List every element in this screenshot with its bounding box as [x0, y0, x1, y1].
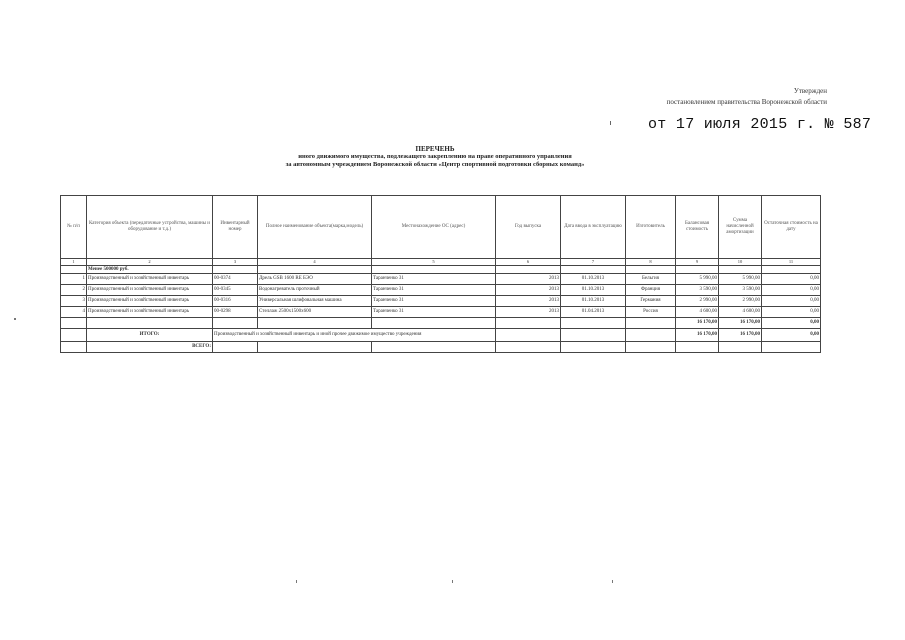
col-header-category: Категория объекта (передаточные устройства, машины и оборудование и т.д.) [87, 196, 213, 259]
row-inventory-number: 00-0374 [213, 274, 258, 285]
document-title [200, 145, 670, 169]
title-institution: за автономным учреждением Воронежской области «Центр спортивной подготовки сборных команд» [285, 161, 585, 168]
row-year: 2013 [496, 274, 561, 285]
row-location: Таранченко 31 [372, 307, 496, 318]
subtotal-residual: 0,00 [762, 318, 821, 329]
row-commission-date: 01.10.2013 [561, 296, 626, 307]
row-category: Производственный и хозяйственный инвентарь [87, 307, 213, 318]
total-balance: 16 170,00 [676, 329, 719, 342]
total-residual: 0,00 [762, 329, 821, 342]
property-register-table [60, 195, 821, 353]
col-header-residual: Остаточная стоимость на дату [762, 196, 821, 259]
group-label: Менее 500000 руб. [87, 266, 213, 274]
col-header-number: № п/п [61, 196, 87, 259]
row-number: 3 [61, 296, 87, 307]
group-row [61, 266, 821, 274]
row-object-name: Универсальная шлифовальная машина [258, 296, 372, 307]
column-number: 6 [496, 259, 561, 266]
col-header-amortization: Сумма начисленной амортизации [719, 196, 762, 259]
col-header-commission-date: Дата ввода в эксплуатацию [561, 196, 626, 259]
column-number-row [61, 259, 821, 266]
table-row [61, 307, 821, 318]
column-number: 4 [258, 259, 372, 266]
row-location: Таранченко 31 [372, 285, 496, 296]
row-balance: 3 590,00 [676, 285, 719, 296]
scan-speck [612, 580, 613, 583]
row-balance: 2 990,00 [676, 296, 719, 307]
row-year: 2013 [496, 285, 561, 296]
scan-mark [610, 121, 611, 125]
row-amortization: 4 600,00 [719, 307, 762, 318]
row-category: Производственный и хозяйственный инвентарь [87, 296, 213, 307]
row-category: Производственный и хозяйственный инвентарь [87, 285, 213, 296]
scan-speck [452, 580, 453, 583]
row-manufacturer: Бельгия [626, 274, 676, 285]
row-amortization: 2 990,00 [719, 296, 762, 307]
grand-total-label: ВСЕГО: [87, 342, 213, 353]
table-row [61, 274, 821, 285]
scan-speck [296, 580, 297, 583]
column-number: 10 [719, 259, 762, 266]
row-amortization: 5 990,00 [719, 274, 762, 285]
col-header-year: Год выпуска [496, 196, 561, 259]
table-row [61, 285, 821, 296]
approval-stamp [667, 86, 827, 108]
title-subject: иного движимого имущества, подлежащего закреплению на праве оперативного управления [298, 153, 572, 160]
row-commission-date: 01.04.2013 [561, 307, 626, 318]
row-balance: 4 600,00 [676, 307, 719, 318]
row-residual: 0,00 [762, 285, 821, 296]
column-number: 5 [372, 259, 496, 266]
row-number: 4 [61, 307, 87, 318]
row-commission-date: 01.10.2013 [561, 285, 626, 296]
subtotal-row [61, 318, 821, 329]
row-balance: 5 990,00 [676, 274, 719, 285]
row-object-name: Дрель GSB 1600 RE БЭО [258, 274, 372, 285]
approved-label: Утвержден [793, 87, 827, 95]
approved-by-decree: постановлением правительства Воронежской области [666, 98, 827, 106]
row-location: Таранченко 31 [372, 274, 496, 285]
row-inventory-number: 00-0345 [213, 285, 258, 296]
title-heading: ПЕРЕЧЕНЬ [415, 145, 455, 153]
column-number: 8 [626, 259, 676, 266]
row-manufacturer: Франция [626, 285, 676, 296]
row-category: Производственный и хозяйственный инвентарь [87, 274, 213, 285]
column-number: 7 [561, 259, 626, 266]
row-object-name: Стеллаж 2500х1500х600 [258, 307, 372, 318]
row-manufacturer: Германия [626, 296, 676, 307]
row-inventory-number: 00-0298 [213, 307, 258, 318]
col-header-inventory: Инвентарный номер [213, 196, 258, 259]
row-commission-date: 01.10.2013 [561, 274, 626, 285]
total-row [61, 329, 821, 342]
column-number: 1 [61, 259, 87, 266]
row-number: 2 [61, 285, 87, 296]
row-residual: 0,00 [762, 296, 821, 307]
scan-speck [14, 318, 16, 320]
col-header-manufacturer: Изготовитель [626, 196, 676, 259]
subtotal-amortization: 16 170,00 [719, 318, 762, 329]
row-residual: 0,00 [762, 307, 821, 318]
decree-date-number: от 17 июля 2015 г. № 587 [648, 116, 872, 133]
table-row [61, 296, 821, 307]
grand-total-row [61, 342, 821, 353]
total-label: ИТОГО: [87, 329, 213, 342]
column-number: 9 [676, 259, 719, 266]
col-header-name: Полное наименование объекта(марка,модель) [258, 196, 372, 259]
row-manufacturer: Россия [626, 307, 676, 318]
row-year: 2013 [496, 296, 561, 307]
total-amortization: 16 170,00 [719, 329, 762, 342]
col-header-location: Местонахождение ОС (адрес) [372, 196, 496, 259]
column-number: 2 [87, 259, 213, 266]
table-header-row [61, 196, 821, 259]
row-year: 2013 [496, 307, 561, 318]
row-object-name: Водонагреватель проточный [258, 285, 372, 296]
row-location: Таранченко 31 [372, 296, 496, 307]
subtotal-balance: 16 170,00 [676, 318, 719, 329]
column-number: 3 [213, 259, 258, 266]
row-residual: 0,00 [762, 274, 821, 285]
row-number: 1 [61, 274, 87, 285]
total-description: Производственный и хозяйственный инвентарь и иной прочее движимое имущество учреждения [213, 329, 496, 342]
row-inventory-number: 00-0316 [213, 296, 258, 307]
column-number: 11 [762, 259, 821, 266]
row-amortization: 3 590,00 [719, 285, 762, 296]
col-header-balance: Балансовая стоимость [676, 196, 719, 259]
